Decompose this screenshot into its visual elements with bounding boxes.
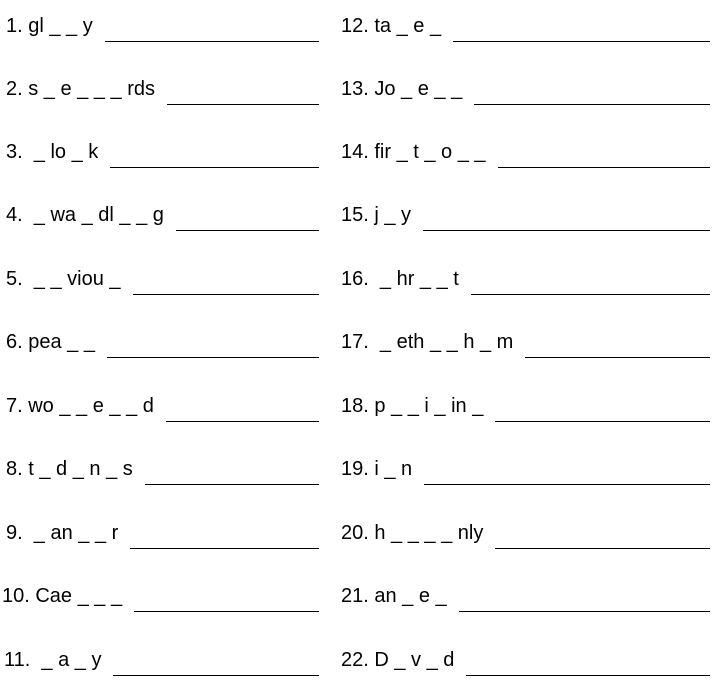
answer-line[interactable]: [107, 357, 319, 358]
item-22: [341, 639, 710, 679]
item-2: [6, 68, 319, 108]
answer-line[interactable]: [474, 104, 710, 105]
item-21: [341, 575, 710, 615]
item-8: [6, 448, 319, 488]
answer-line[interactable]: [498, 167, 710, 168]
answer-line[interactable]: [133, 294, 319, 295]
item-19: [341, 448, 710, 488]
item-6: [6, 321, 319, 361]
item-9: [6, 512, 319, 552]
item-16: [341, 258, 710, 298]
item-20: [341, 512, 710, 552]
item-5: [6, 258, 319, 298]
answer-line[interactable]: [495, 421, 710, 422]
item-label: 21. an _ e _: [341, 585, 447, 607]
item-12: [341, 5, 710, 45]
item-3: [6, 131, 319, 171]
item-18: [341, 385, 710, 425]
item-label: 17. _ eth _ _ h _ m: [341, 331, 514, 353]
item-label: 7. wo _ _ e _ _ d: [6, 395, 154, 417]
item-17: [341, 321, 710, 361]
item-label: 15. j _ y: [341, 204, 412, 226]
answer-line[interactable]: [424, 484, 710, 485]
item-label: 18. p _ _ i _ in _: [341, 395, 484, 417]
item-label: 5. _ _ viou _: [6, 268, 121, 290]
answer-line[interactable]: [176, 230, 319, 231]
item-label: 12. ta _ e _: [341, 15, 442, 37]
answer-line[interactable]: [113, 675, 319, 676]
item-label: 13. Jo _ e _ _: [341, 78, 463, 100]
answer-line[interactable]: [167, 104, 319, 105]
answer-line[interactable]: [466, 675, 710, 676]
answer-line[interactable]: [134, 611, 319, 612]
item-4: [6, 194, 319, 234]
answer-line[interactable]: [453, 41, 710, 42]
item-label: 20. h _ _ _ _ nly: [341, 522, 484, 544]
answer-line[interactable]: [495, 548, 710, 549]
item-label: 22. D _ v _ d: [341, 649, 455, 671]
item-15: [341, 194, 710, 234]
answer-line[interactable]: [459, 611, 710, 612]
item-label: 4. _ wa _ dl _ _ g: [6, 204, 164, 226]
item-label: 16. _ hr _ _ t: [341, 268, 459, 290]
answer-line[interactable]: [110, 167, 319, 168]
answer-line[interactable]: [166, 421, 319, 422]
item-label: 2. s _ e _ _ _ rds: [6, 78, 155, 100]
item-11: [6, 639, 319, 679]
answer-line[interactable]: [423, 230, 710, 231]
item-label: 19. i _ n: [341, 458, 413, 480]
item-label: 1. gl _ _ y: [6, 15, 93, 37]
item-10: [2, 575, 319, 615]
answer-line[interactable]: [145, 484, 319, 485]
item-1: [6, 5, 319, 45]
item-label: 8. t _ d _ n _ s: [6, 458, 133, 480]
answer-line[interactable]: [525, 357, 710, 358]
item-13: [341, 68, 710, 108]
item-label: 6. pea _ _: [6, 331, 95, 353]
item-label: 11. _ a _ y: [4, 649, 102, 671]
item-label: 3. _ lo _ k: [6, 141, 99, 163]
answer-line[interactable]: [130, 548, 319, 549]
answer-line[interactable]: [105, 41, 319, 42]
item-label: 10. Cae _ _ _: [2, 585, 123, 607]
item-label: 14. fir _ t _ o _ _: [341, 141, 486, 163]
answer-line[interactable]: [471, 294, 710, 295]
item-7: [6, 385, 319, 425]
item-label: 9. _ an _ _ r: [6, 522, 119, 544]
item-14: [341, 131, 710, 171]
